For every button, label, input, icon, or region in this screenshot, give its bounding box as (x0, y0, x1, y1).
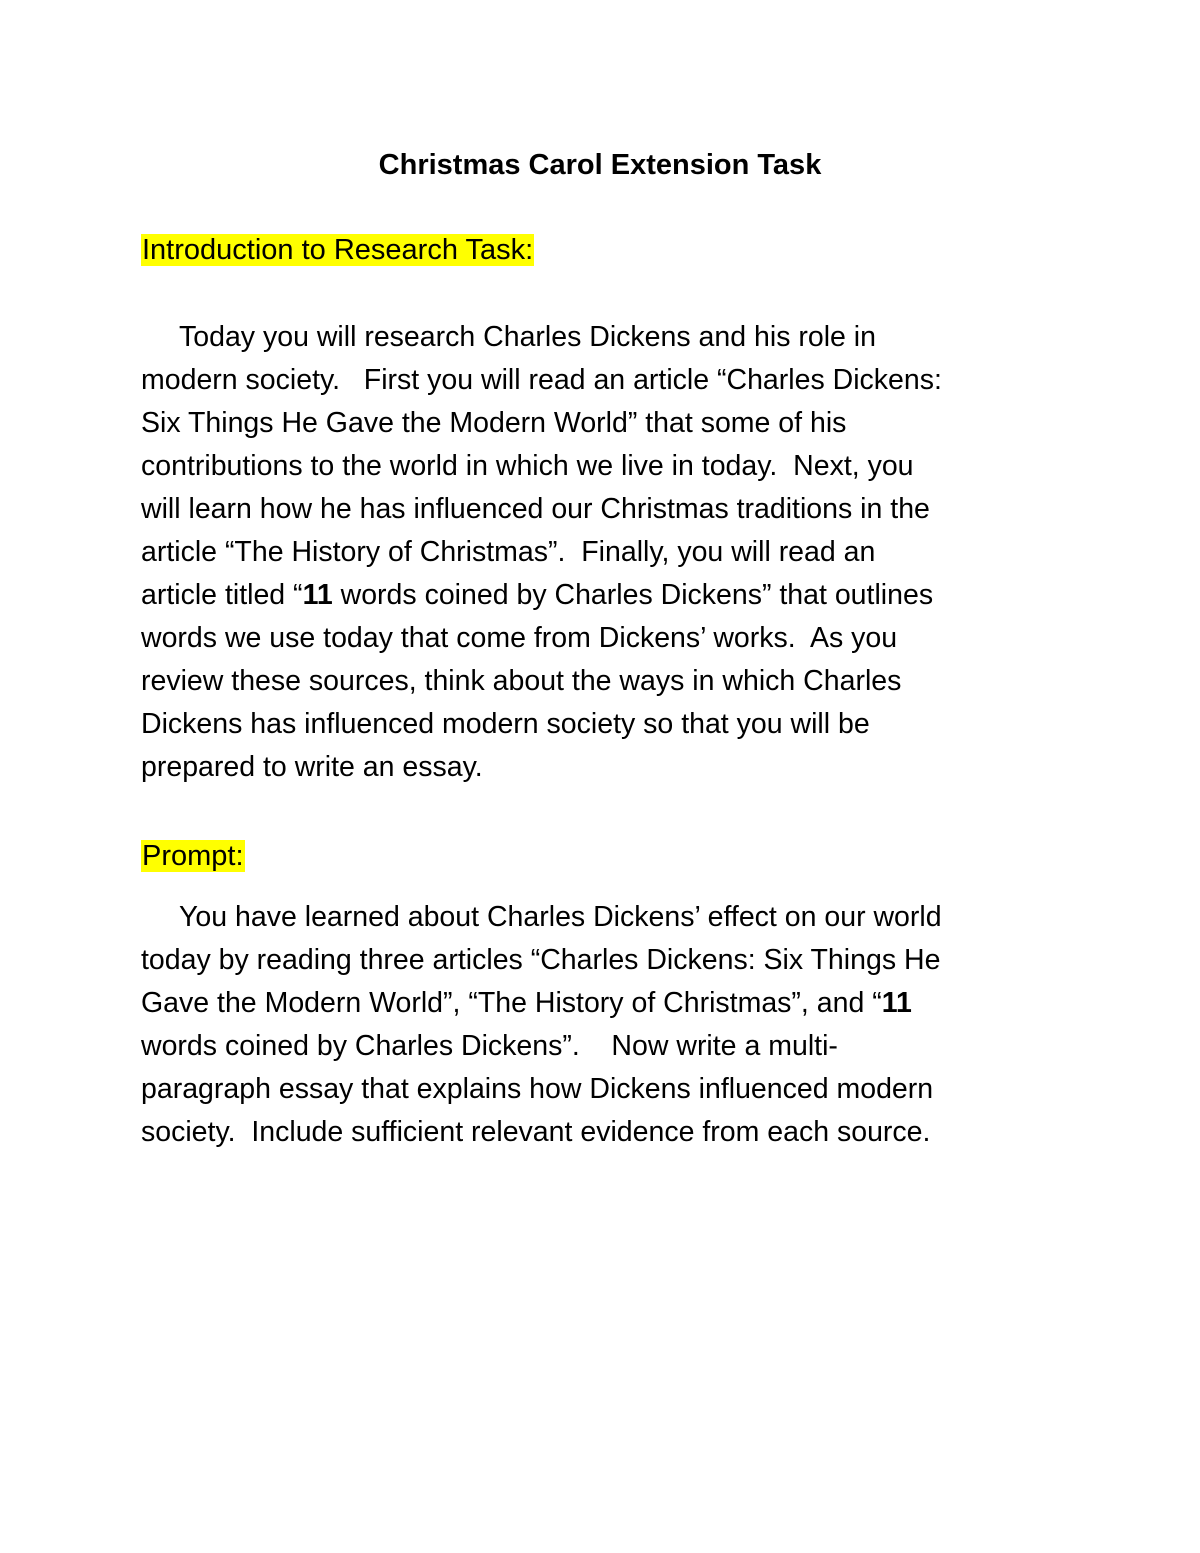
paragraph-line: modern society. First you will read an article “Charles Dickens: (141, 364, 942, 396)
prompt-paragraph (141, 896, 1057, 1154)
paragraph-line: prepared to write an essay. (141, 751, 483, 783)
paragraph-line: paragraph essay that explains how Dickens influenced modern (141, 1073, 934, 1105)
paragraph-line: Today you will research Charles Dickens and his role in (179, 321, 876, 353)
paragraph-line: society. Include sufficient relevant evidence from each source. (141, 1116, 931, 1148)
paragraph-line: will learn how he has influenced our Christmas traditions in the (141, 493, 930, 525)
paragraph-line: Dickens has influenced modern society so that you will be (141, 708, 870, 740)
paragraph-line (141, 574, 1057, 617)
line-text: words coined by Charles Dickens” that outlines (332, 579, 934, 611)
paragraph-line (141, 982, 1057, 1025)
line-text: article titled “ (141, 579, 303, 611)
paragraph-line: article “The History of Christmas”. Finally, you will read an (141, 536, 876, 568)
paragraph-line: Six Things He Gave the Modern World” that some of his (141, 407, 847, 439)
highlighted-heading-text: Introduction to Research Task: (142, 234, 534, 266)
paragraph-line: You have learned about Charles Dickens’ effect on our world (179, 901, 942, 933)
paragraph-line: review these sources, think about the ways in which Charles (141, 665, 902, 697)
paragraph-line: today by reading three articles “Charles Dickens: Six Things He (141, 944, 941, 976)
section-heading-prompt (141, 836, 245, 876)
document-title: Christmas Carol Extension Task (378, 149, 822, 181)
paragraph-line: contributions to the world in which we live in today. Next, you (141, 450, 914, 482)
line-text: Gave the Modern World”, “The History of Christmas”, and “ (141, 987, 882, 1019)
highlighted-heading-text: Prompt: (142, 840, 244, 872)
introduction-paragraph (141, 316, 1057, 789)
section-heading-introduction (141, 230, 534, 270)
paragraph-line: words we use today that come from Dickens’ works. As you (141, 622, 898, 654)
bold-number: 11 (302, 579, 333, 611)
bold-number: 11 (881, 987, 912, 1019)
paragraph-line: words coined by Charles Dickens”. Now write a multi- (141, 1030, 838, 1062)
